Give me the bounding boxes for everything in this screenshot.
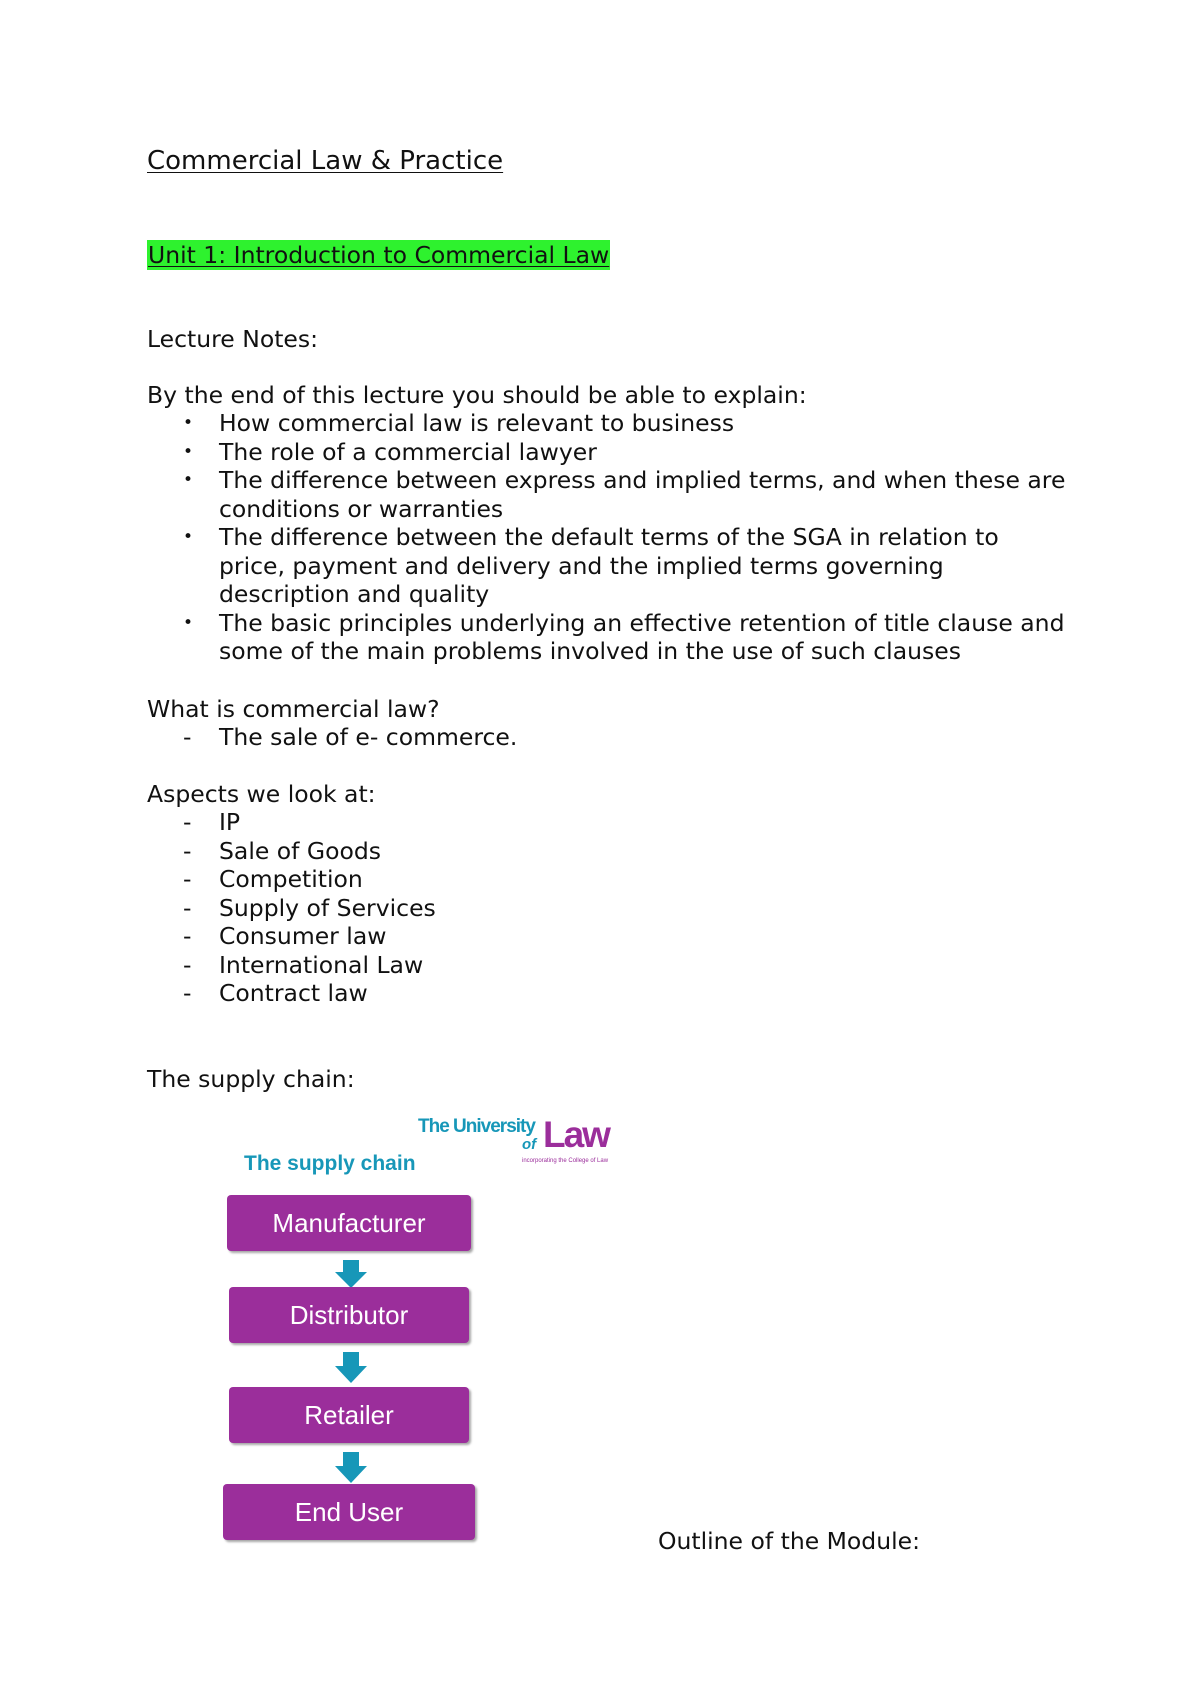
lecture-notes-label: Lecture Notes: — [147, 325, 319, 353]
bullet-icon: • — [183, 470, 194, 490]
university-of-law-logo: The University of Law incorporating the College of Law — [418, 1114, 609, 1164]
list-item: • How commercial law is relevant to business — [183, 409, 735, 437]
list-item: - Consumer law — [183, 922, 387, 950]
list-item: • The role of a commercial lawyer — [183, 437, 597, 466]
list-item: • The difference between the default terms of the SGA in relation to price, payment and delivery and the implied terms governing description and quality — [183, 523, 999, 608]
bullet-icon: • — [183, 612, 194, 633]
supply-chain-diagram — [220, 1110, 640, 1550]
question-text: What is commercial law? — [147, 695, 440, 723]
dash-icon: - — [183, 865, 192, 893]
step-end-user: End User — [223, 1484, 475, 1540]
dash-icon: - — [183, 893, 192, 922]
supply-chain-label: The supply chain: — [147, 1065, 355, 1093]
bullet-icon: • — [183, 441, 194, 462]
list-item: - The sale of e- commerce. — [183, 723, 518, 751]
list-item: - International Law — [183, 950, 424, 979]
list-item: - Contract law — [183, 979, 368, 1007]
list-item: - Sale of Goods — [183, 836, 382, 865]
document-title: Commercial Law & Practice — [147, 146, 504, 176]
aspects-list — [147, 808, 1067, 1008]
answers-list — [147, 723, 1067, 752]
list-item: • The basic principles underlying an effective retention of title clause and some of the main problems involved in the use of such clauses — [183, 608, 1065, 665]
diagram-title: The supply chain — [244, 1152, 416, 1175]
module-outline-label: Outline of the Module: — [658, 1527, 921, 1555]
dash-icon: - — [183, 808, 192, 836]
bullet-icon: • — [183, 527, 194, 547]
down-arrow-icon — [334, 1352, 368, 1384]
dash-icon: - — [183, 979, 192, 1007]
step-manufacturer: Manufacturer — [227, 1195, 471, 1251]
dash-icon: - — [183, 723, 192, 751]
step-retailer: Retailer — [229, 1387, 469, 1443]
dash-icon: - — [183, 836, 192, 865]
dash-icon: - — [183, 950, 192, 979]
list-item: • The difference between express and implied terms, and when these are conditions or warranties — [183, 466, 1066, 523]
down-arrow-icon — [334, 1452, 368, 1484]
aspects-label: Aspects we look at: — [147, 780, 376, 808]
dash-icon: - — [183, 922, 192, 950]
objectives-intro: By the end of this lecture you should be able to explain: — [147, 381, 807, 409]
down-arrow-icon — [334, 1260, 368, 1290]
objectives-list — [147, 409, 1067, 666]
list-item: - IP — [183, 808, 241, 836]
list-item: - Competition — [183, 865, 363, 893]
bullet-icon: • — [183, 413, 194, 433]
step-distributor: Distributor — [229, 1287, 469, 1343]
unit-heading: Unit 1: Introduction to Commercial Law — [148, 241, 610, 269]
list-item: - Supply of Services — [183, 893, 436, 922]
